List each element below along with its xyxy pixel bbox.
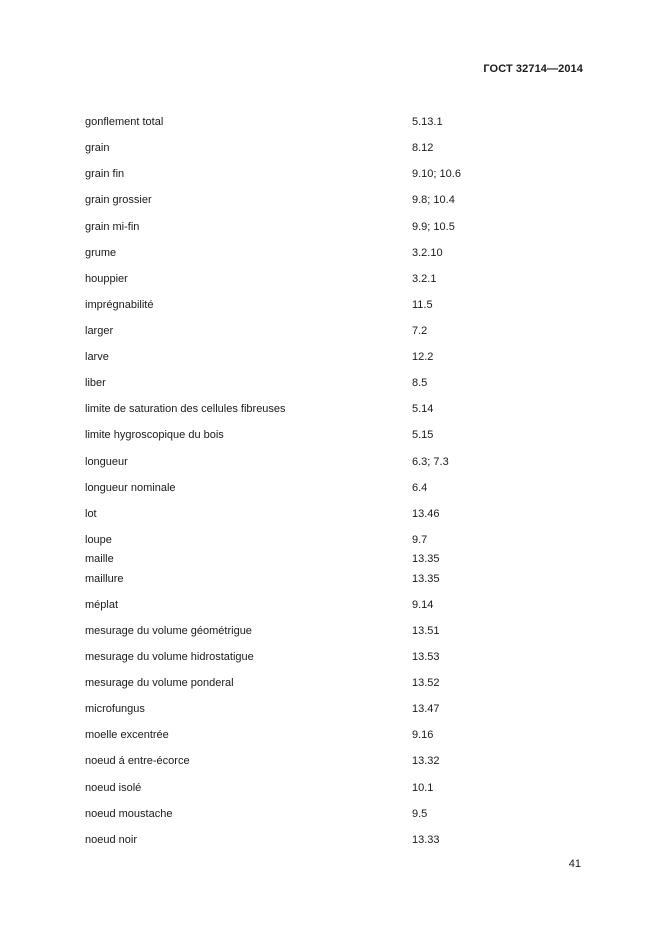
index-term: grain mi-fin — [85, 221, 140, 233]
index-reference: 6.3; 7.3 — [412, 456, 449, 468]
index-term: lot — [85, 508, 97, 520]
index-reference: 8.5 — [412, 377, 428, 389]
index-term: longueur nominale — [85, 482, 176, 494]
list-item — [0, 115, 661, 129]
index-reference: 10.1 — [412, 782, 434, 794]
list-item — [0, 650, 661, 664]
list-item — [0, 552, 661, 566]
index-term: grain grossier — [85, 194, 152, 206]
index-term: larve — [85, 351, 109, 363]
index-reference: 9.10; 10.6 — [412, 168, 461, 180]
index-reference: 9.9; 10.5 — [412, 221, 455, 233]
list-item — [0, 507, 661, 521]
index-reference: 3.2.10 — [412, 247, 443, 259]
index-term: loupe — [85, 534, 112, 546]
index-term: larger — [85, 325, 114, 337]
index-term: longueur — [85, 456, 128, 468]
index-term: méplat — [85, 599, 119, 611]
index-reference: 5.15 — [412, 429, 434, 441]
index-term: limite de saturation des cellules fibreuses — [85, 403, 286, 415]
index-reference: 11.5 — [412, 299, 433, 311]
index-term: mesurage du volume ponderal — [85, 677, 234, 689]
index-reference: 13.35 — [412, 553, 440, 565]
list-item — [0, 246, 661, 260]
index-term: maillure — [85, 573, 124, 585]
list-item — [0, 533, 661, 547]
list-item — [0, 402, 661, 416]
index-term: mesurage du volume hidrostatigue — [85, 651, 254, 663]
list-item — [0, 833, 661, 847]
page-number: 41 — [568, 858, 581, 870]
list-item — [0, 272, 661, 286]
index-reference: 13.51 — [412, 625, 440, 637]
index-term: gonflement total — [85, 116, 164, 128]
index-reference: 13.47 — [412, 703, 440, 715]
index-reference: 9.16 — [412, 729, 434, 741]
index-term: noeud moustache — [85, 808, 173, 820]
index-reference: 5.14 — [412, 403, 434, 415]
index-reference: 9.8; 10.4 — [412, 194, 455, 206]
list-item — [0, 428, 661, 442]
list-item — [0, 455, 661, 469]
index-term: houppier — [85, 273, 128, 285]
index-reference: 9.7 — [412, 534, 428, 546]
index-term: grain — [85, 142, 110, 154]
index-term: liber — [85, 377, 106, 389]
list-item — [0, 193, 661, 207]
index-reference: 13.35 — [412, 573, 440, 585]
index-term: noeud isolé — [85, 782, 142, 794]
list-item — [0, 781, 661, 795]
index-reference: 5.13.1 — [412, 116, 443, 128]
list-item — [0, 728, 661, 742]
list-item — [0, 754, 661, 768]
index-term: imprégnabilité — [85, 299, 154, 311]
list-item — [0, 572, 661, 586]
index-term: limite hygroscopique du bois — [85, 429, 224, 441]
index-reference: 13.46 — [412, 508, 440, 520]
index-reference: 6.4 — [412, 482, 428, 494]
index-term: grume — [85, 247, 117, 259]
index-term: moelle excentrée — [85, 729, 169, 741]
index-reference: 13.53 — [412, 651, 440, 663]
index-reference: 3.2.1 — [412, 273, 437, 285]
list-item — [0, 481, 661, 495]
page-header-standard: ГОСТ 32714—2014 — [483, 63, 583, 75]
index-reference: 12.2 — [412, 351, 434, 363]
index-reference: 7.2 — [412, 325, 428, 337]
list-item — [0, 324, 661, 338]
list-item — [0, 220, 661, 234]
index-reference: 9.5 — [412, 808, 428, 820]
index-term: mesurage du volume géométrigue — [85, 625, 252, 637]
list-item — [0, 624, 661, 638]
list-item — [0, 598, 661, 612]
index-reference: 13.33 — [412, 834, 440, 846]
index-reference: 13.52 — [412, 677, 440, 689]
list-item — [0, 167, 661, 181]
index-term: noeud noir — [85, 834, 137, 846]
list-item — [0, 702, 661, 716]
list-item — [0, 376, 661, 390]
index-term: maille — [85, 553, 114, 565]
list-item — [0, 676, 661, 690]
list-item — [0, 350, 661, 364]
index-reference: 8.12 — [412, 142, 434, 154]
index-term: noeud á entre-écorce — [85, 755, 190, 767]
index-reference: 13.32 — [412, 755, 440, 767]
list-item — [0, 298, 661, 312]
index-reference: 9.14 — [412, 599, 434, 611]
index-term: grain fin — [85, 168, 125, 180]
list-item — [0, 807, 661, 821]
index-term: microfungus — [85, 703, 145, 715]
list-item — [0, 141, 661, 155]
